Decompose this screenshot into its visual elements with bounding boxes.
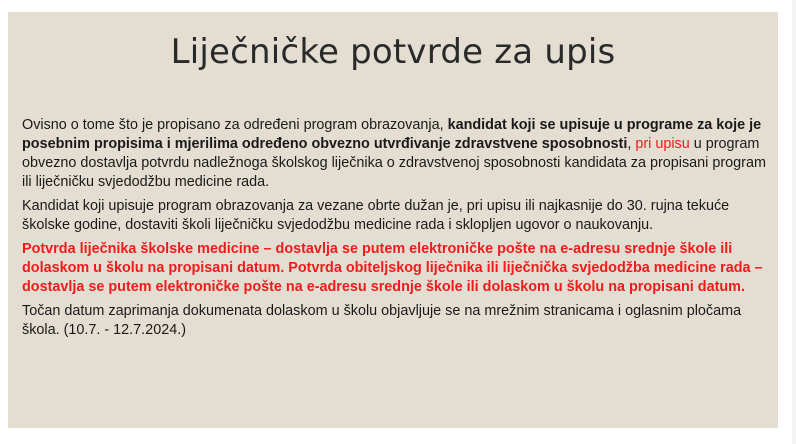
paragraph1-red-at-enrollment: pri upisu [635,136,690,152]
window-edge [792,0,796,444]
paragraph1-bold-candidate: kandidat koji se upisuje u programe za koje je posebnim propisima i mjerilima određeno obvezno utvrđivanje zdravstvene sposobnosti [22,117,762,152]
paragraph1-intro: Ovisno o tome što je propisano za određeni program obrazovanja, [22,117,448,133]
slide-body [22,116,768,345]
slide-title: Liječničke potvrde za upis [170,32,616,72]
paragraph-dates: Točan datum zaprimanja dokumenata dolaskom u školu objavljuje se na mrežnim stranicama i oglasnim pločama škola. (10.7. - 12.7.2024.) [22,303,742,338]
paragraph-health-requirement [22,116,768,192]
paragraph1-rest: u program obvezno dostavlja potvrdu nadležnoga školskog liječnika o zdravstvenoj sposobnosti kandidata za propisani program ili liječničku svjedodžbu medicine rada. [22,136,766,190]
paragraph-delivery-methods: Potvrda liječnika školske medicine – dostavlja se putem elektroničke pošte na e-adresu srednje škole ili dolaskom u školu na propisani datum. Potvrda obiteljskog liječnika ili liječnička svjedodžba medicine rada – dostavlja se putem elektroničke pošte na e-adresu srednje škole ili dolaskom u školu na propisani datum. [22,241,763,295]
paragraph-crafts-programs: Kandidat koji upisuje program obrazovanja za vezane obrte dužan je, pri upisu ili najkasnije do 30. rujna tekuće školske godine, dostaviti školi liječničku svjedodžbu medicine rada i sklopljen ugovor o naukovanju. [22,198,730,233]
slide [8,12,778,428]
paragraph1-comma: , [627,136,636,152]
